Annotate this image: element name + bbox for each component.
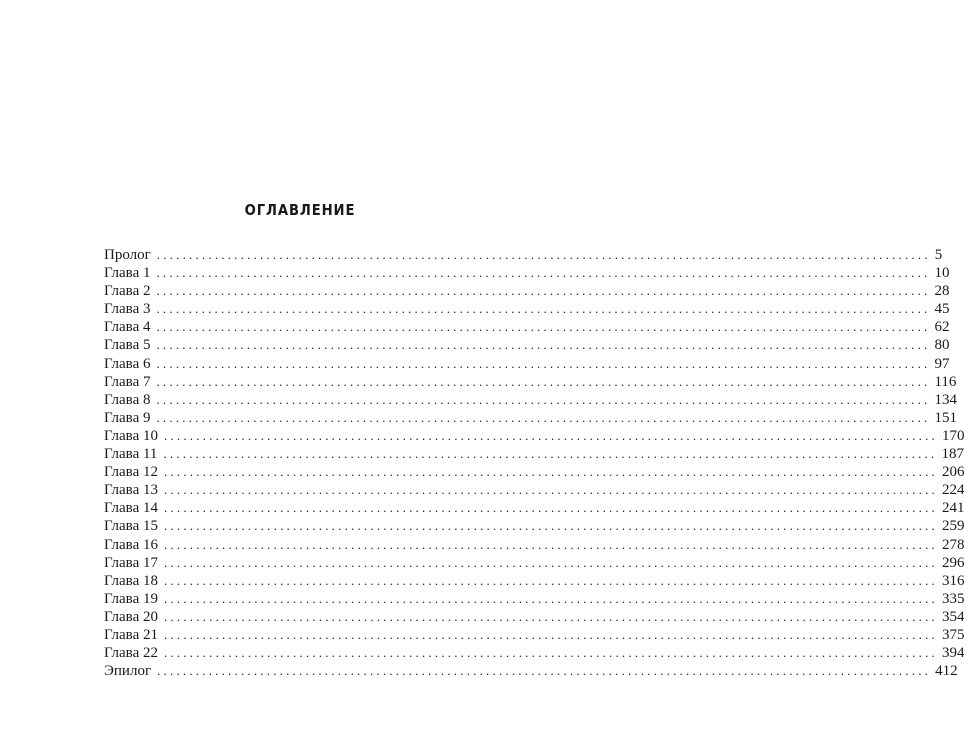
toc-entry-page: 335 bbox=[941, 590, 964, 607]
toc-entry-label: Глава 9 bbox=[104, 409, 151, 426]
toc-entry-label: Глава 2 bbox=[104, 283, 151, 300]
toc-entry-label: Глава 13 bbox=[104, 482, 158, 499]
toc-entry bbox=[104, 536, 964, 554]
toc-entry-label: Глава 21 bbox=[104, 626, 158, 643]
toc-entry-label: Глава 3 bbox=[104, 301, 151, 318]
toc-entry-page: 62 bbox=[934, 319, 950, 336]
toc-leader-dots: ........................................................................................................................ bbox=[156, 409, 931, 425]
toc-entry-page: 224 bbox=[941, 482, 964, 499]
toc-entry bbox=[104, 300, 950, 318]
toc-entry bbox=[104, 373, 957, 391]
toc-entry bbox=[104, 246, 943, 264]
toc-leader-dots: ........................................................................................................................ bbox=[163, 482, 938, 498]
toc-entry-page: 206 bbox=[941, 464, 964, 481]
toc-entry bbox=[104, 481, 964, 499]
toc-entry-label: Глава 20 bbox=[104, 608, 158, 625]
toc-leader-dots: ........................................................................................................................ bbox=[156, 247, 931, 262]
toc-entry-page: 296 bbox=[941, 554, 964, 571]
toc-leader-dots: ........................................................................................................................ bbox=[163, 626, 938, 642]
toc-entry bbox=[104, 517, 964, 535]
toc-leader-dots: ........................................................................................................................ bbox=[156, 265, 931, 281]
toc-leader-dots: ........................................................................................................................ bbox=[163, 464, 938, 480]
toc-entry-page: 354 bbox=[941, 608, 964, 625]
toc-entry-label: Глава 1 bbox=[104, 265, 151, 282]
toc-entry bbox=[104, 626, 964, 644]
toc-leader-dots: ........................................................................................................................ bbox=[156, 283, 931, 299]
toc-entry-label: Глава 19 bbox=[104, 590, 158, 607]
toc-leader-dots: ........................................................................................................................ bbox=[163, 427, 938, 443]
toc-entry-label: Глава 17 bbox=[104, 554, 158, 571]
toc-entry-page: 316 bbox=[941, 572, 964, 589]
toc-entry bbox=[104, 644, 964, 662]
toc-leader-dots: ........................................................................................................................ bbox=[156, 391, 931, 407]
toc-entry-label: Глава 11 bbox=[104, 446, 158, 463]
toc-entry-label: Глава 4 bbox=[104, 319, 151, 336]
toc-list bbox=[104, 246, 964, 680]
toc-entry-page: 241 bbox=[941, 500, 964, 517]
toc-entry-label: Глава 5 bbox=[104, 337, 151, 354]
toc-entry-page: 45 bbox=[934, 301, 950, 318]
toc-entry-page: 187 bbox=[941, 446, 964, 463]
toc-entry bbox=[104, 264, 950, 282]
toc-entry-label: Глава 14 bbox=[104, 500, 158, 517]
toc-leader-dots: ........................................................................................................................ bbox=[163, 554, 938, 570]
toc-entry bbox=[104, 355, 950, 373]
toc-entry-label: Эпилог bbox=[104, 663, 152, 680]
toc-leader-dots: ........................................................................................................................ bbox=[156, 337, 931, 353]
toc-leader-dots: ........................................................................................................................ bbox=[163, 608, 938, 624]
toc-leader-dots: ........................................................................................................................ bbox=[163, 536, 938, 552]
toc-entry bbox=[104, 554, 964, 572]
toc-entry bbox=[104, 445, 964, 463]
toc-entry-page: 28 bbox=[934, 283, 950, 300]
toc-entry bbox=[104, 572, 964, 590]
toc-entry bbox=[104, 608, 964, 626]
toc-entry-label: Глава 10 bbox=[104, 427, 158, 444]
toc-title: ОГЛАВЛЕНИЕ bbox=[244, 201, 356, 219]
toc-entry-page: 278 bbox=[941, 536, 964, 553]
toc-entry-page: 259 bbox=[941, 518, 964, 535]
toc-entry-page: 5 bbox=[934, 247, 943, 263]
toc-entry-page: 151 bbox=[934, 409, 957, 426]
toc-entry-page: 80 bbox=[934, 337, 950, 354]
toc-entry bbox=[104, 590, 964, 608]
toc-leader-dots: ........................................................................................................................ bbox=[163, 645, 938, 661]
toc-leader-dots: ........................................................................................................................ bbox=[156, 355, 931, 371]
toc-entry-page: 116 bbox=[934, 373, 957, 390]
toc-leader-dots: ........................................................................................................................ bbox=[163, 590, 938, 606]
toc-entry bbox=[104, 427, 964, 445]
toc-entry-label: Глава 6 bbox=[104, 355, 151, 372]
toc-entry bbox=[104, 662, 958, 680]
toc-leader-dots: ........................................................................................................................ bbox=[163, 518, 938, 534]
toc-entry-label: Глава 18 bbox=[104, 572, 158, 589]
toc-entry-label: Глава 7 bbox=[104, 373, 151, 390]
toc-leader-dots: ........................................................................................................................ bbox=[157, 663, 932, 679]
toc-entry-label: Глава 15 bbox=[104, 518, 158, 535]
toc-entry-label: Глава 8 bbox=[104, 391, 151, 408]
toc-leader-dots: ........................................................................................................................ bbox=[156, 373, 931, 389]
toc-entry-label: Глава 16 bbox=[104, 536, 158, 553]
toc-entry bbox=[104, 336, 950, 354]
toc-leader-dots: ........................................................................................................................ bbox=[163, 446, 938, 462]
toc-entry bbox=[104, 463, 964, 481]
toc-entry-page: 375 bbox=[941, 626, 964, 643]
toc-entry-page: 412 bbox=[935, 663, 958, 680]
toc-entry bbox=[104, 499, 964, 517]
toc-leader-dots: ........................................................................................................................ bbox=[156, 301, 931, 317]
toc-leader-dots: ........................................................................................................................ bbox=[156, 319, 931, 335]
toc-leader-dots: ........................................................................................................................ bbox=[163, 572, 938, 588]
toc-entry-label: Глава 12 bbox=[104, 464, 158, 481]
toc-entry bbox=[104, 391, 957, 409]
toc-entry-page: 10 bbox=[934, 265, 950, 282]
toc-entry-label: Глава 22 bbox=[104, 645, 158, 662]
toc-entry bbox=[104, 409, 957, 427]
toc-entry-page: 97 bbox=[934, 355, 950, 372]
toc-entry-page: 394 bbox=[941, 645, 964, 662]
toc-leader-dots: ........................................................................................................................ bbox=[163, 500, 938, 516]
toc-entry-page: 170 bbox=[941, 427, 964, 444]
toc-entry-page: 134 bbox=[934, 391, 957, 408]
toc-entry bbox=[104, 282, 950, 300]
toc-entry bbox=[104, 318, 950, 336]
toc-entry-label: Пролог bbox=[104, 247, 151, 263]
